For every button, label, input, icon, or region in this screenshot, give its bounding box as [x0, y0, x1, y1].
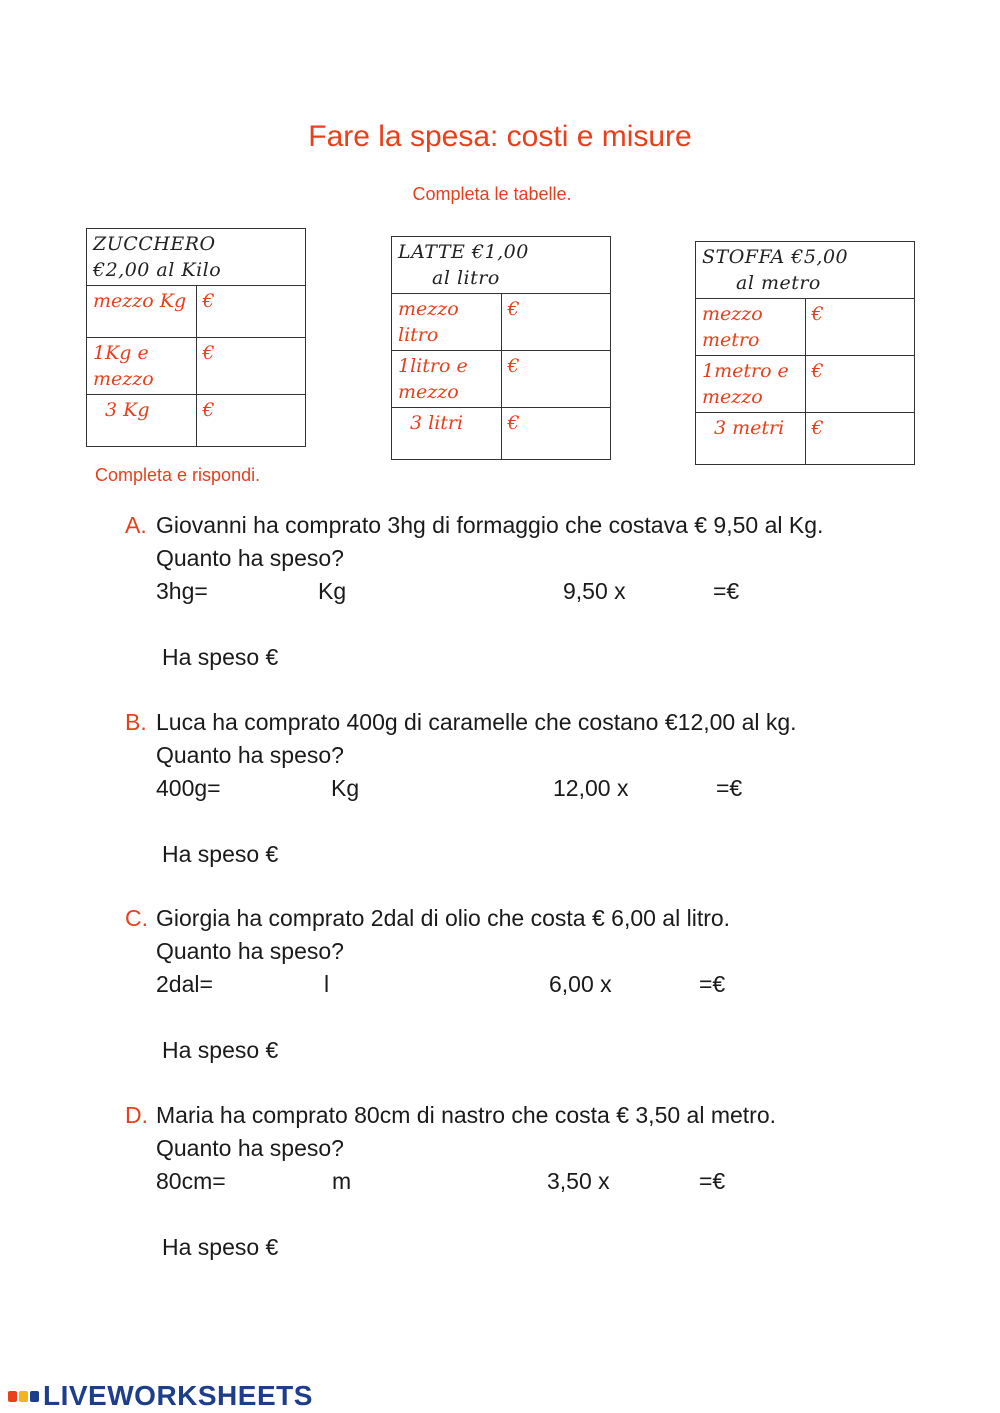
- question-letter: B.: [125, 709, 147, 735]
- tables-instruction: Completa le tabelle.: [412, 184, 572, 204]
- conversion-unit: l: [324, 971, 330, 997]
- table-header: LATTE €1,00 al litro: [392, 237, 611, 294]
- liveworksheets-logo[interactable]: [8, 1380, 313, 1412]
- multiplication: 12,00 x: [553, 775, 629, 801]
- answer-cell[interactable]: €: [196, 395, 306, 447]
- conversion-left: 3hg=: [156, 578, 208, 604]
- question-ask: Quanto ha speso?: [156, 742, 344, 768]
- answer-line: Ha speso €: [162, 1037, 279, 1063]
- table-header: ZUCCHERO €2,00 al Kilo: [87, 229, 306, 286]
- result-equals: =€: [699, 971, 726, 997]
- quantity-cell: mezzo metro: [696, 299, 806, 356]
- question-text: Luca ha comprato 400g di caramelle che costano €12,00 al kg.: [156, 709, 797, 735]
- table-row: [696, 413, 915, 465]
- quantity-cell: 1litro e mezzo: [392, 351, 502, 408]
- table-row: [87, 395, 306, 447]
- table-row: [87, 338, 306, 395]
- question-text: Maria ha comprato 80cm di nastro che costa € 3,50 al metro.: [156, 1102, 777, 1128]
- price-table-zucchero: [86, 228, 306, 447]
- conversion-unit: Kg: [331, 775, 360, 801]
- answer-cell[interactable]: €: [805, 413, 915, 465]
- answer-cell[interactable]: €: [196, 338, 306, 395]
- answer-cell[interactable]: €: [805, 299, 915, 356]
- page-title: Fare la spesa: costi e misure: [308, 120, 692, 153]
- table-header: STOFFA €5,00 al metro: [696, 242, 915, 299]
- quantity-cell: 3 Kg: [87, 395, 197, 447]
- quantity-cell: mezzo litro: [392, 294, 502, 351]
- question-ask: Quanto ha speso?: [156, 938, 344, 964]
- table-row: [696, 356, 915, 413]
- conversion-unit: Kg: [318, 578, 347, 604]
- quantity-cell: 1metro e mezzo: [696, 356, 806, 413]
- question-letter: A.: [125, 512, 147, 538]
- answer-cell[interactable]: €: [501, 351, 611, 408]
- conversion-unit: m: [332, 1168, 352, 1194]
- logo-text: LIVEWORKSHEETS: [43, 1380, 313, 1411]
- answer-cell[interactable]: €: [805, 356, 915, 413]
- table-row: [392, 351, 611, 408]
- answer-cell[interactable]: €: [501, 294, 611, 351]
- quantity-cell: mezzo Kg: [87, 286, 197, 338]
- question-text: Giovanni ha comprato 3hg di formaggio che costava € 9,50 al Kg.: [156, 512, 824, 538]
- question-ask: Quanto ha speso?: [156, 545, 344, 571]
- conversion-left: 2dal=: [156, 971, 213, 997]
- answer-line: Ha speso €: [162, 1234, 279, 1260]
- table-row: [392, 408, 611, 460]
- conversion-left: 400g=: [156, 775, 221, 801]
- question-letter: C.: [125, 905, 148, 931]
- question-text: Giorgia ha comprato 2dal di olio che costa € 6,00 al litro.: [156, 905, 731, 931]
- price-table-latte: [391, 236, 611, 460]
- table-row: [696, 299, 915, 356]
- result-equals: =€: [716, 775, 743, 801]
- quantity-cell: 3 metri: [696, 413, 806, 465]
- liveworksheets-logo-icon: [8, 1391, 39, 1402]
- quantity-cell: 3 litri: [392, 408, 502, 460]
- multiplication: 6,00 x: [549, 971, 612, 997]
- table-row: [87, 286, 306, 338]
- answer-cell[interactable]: €: [196, 286, 306, 338]
- quantity-cell: 1Kg e mezzo: [87, 338, 197, 395]
- answer-line: Ha speso €: [162, 841, 279, 867]
- multiplication: 9,50 x: [563, 578, 626, 604]
- answer-line: Ha speso €: [162, 644, 279, 670]
- price-table-stoffa: [695, 241, 915, 465]
- result-equals: =€: [699, 1168, 726, 1194]
- result-equals: =€: [713, 578, 740, 604]
- table-row: [392, 294, 611, 351]
- question-ask: Quanto ha speso?: [156, 1135, 344, 1161]
- multiplication: 3,50 x: [547, 1168, 610, 1194]
- question-letter: D.: [125, 1102, 148, 1128]
- questions-instruction: Completa e rispondi.: [95, 465, 261, 485]
- conversion-left: 80cm=: [156, 1168, 226, 1194]
- answer-cell[interactable]: €: [501, 408, 611, 460]
